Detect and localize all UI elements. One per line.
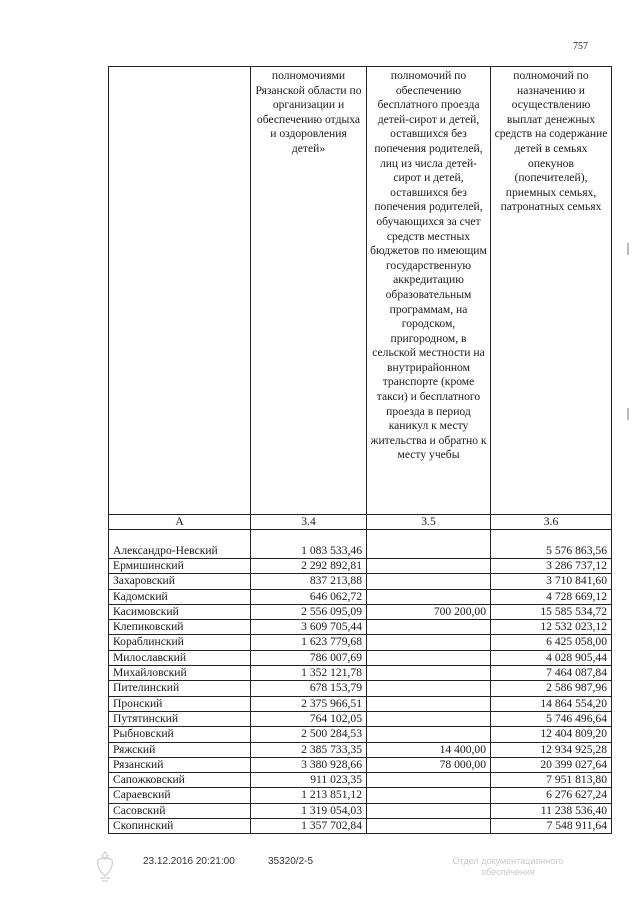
district-name: Захаровский	[109, 574, 251, 589]
amount-3-4: 3 609 705,44	[251, 620, 367, 635]
amount-3-6: 12 934 925,28	[491, 742, 612, 757]
table-row	[109, 803, 612, 818]
district-name: Клепиковский	[109, 620, 251, 635]
amount-3-4: 1 357 702,84	[251, 819, 367, 834]
district-name: Кораблинский	[109, 635, 251, 650]
page-number: 757	[573, 41, 588, 52]
amount-3-4: 2 556 095,09	[251, 604, 367, 619]
column-index: 3.4	[251, 515, 367, 530]
amount-3-6: 11 238 536,40	[491, 803, 612, 818]
amount-3-6: 4 028 905,44	[491, 650, 612, 665]
amount-3-4: 1 623 779,68	[251, 635, 367, 650]
table-row	[109, 574, 612, 589]
amount-3-6: 7 464 087,84	[491, 666, 612, 681]
amount-3-6: 12 404 809,20	[491, 727, 612, 742]
district-name: Кадомский	[109, 589, 251, 604]
amount-3-5	[367, 574, 491, 589]
district-name: Скопинский	[109, 819, 251, 834]
amount-3-6: 14 864 554,20	[491, 696, 612, 711]
amount-3-5: 14 400,00	[367, 742, 491, 757]
footer-date: 23.12.2016 20:21:00	[143, 856, 235, 867]
district-name: Милославский	[109, 650, 251, 665]
amount-3-6: 6 425 058,00	[491, 635, 612, 650]
district-name: Ряжский	[109, 742, 251, 757]
amount-3-5	[367, 819, 491, 834]
table-row	[109, 757, 612, 772]
column-index: 3.6	[491, 515, 612, 530]
amount-3-5	[367, 650, 491, 665]
table-row	[109, 681, 612, 696]
table-row	[109, 727, 612, 742]
table-row	[109, 819, 612, 834]
amount-3-5	[367, 530, 491, 559]
amount-3-4: 1 352 121,78	[251, 666, 367, 681]
amount-3-6: 5 576 863,56	[491, 530, 612, 559]
amount-3-5: 700 200,00	[367, 604, 491, 619]
amount-3-5	[367, 559, 491, 574]
district-name: Касимовский	[109, 604, 251, 619]
district-name: Александро-Невский	[109, 530, 251, 559]
table-row	[109, 650, 612, 665]
footer-doc-id: 35320/2-5	[268, 856, 314, 867]
amount-3-6: 7 951 813,80	[491, 773, 612, 788]
amount-3-4: 1 213 851,12	[251, 788, 367, 803]
district-name: Рязанский	[109, 757, 251, 772]
district-name: Михайловский	[109, 666, 251, 681]
amount-3-5	[367, 803, 491, 818]
header-cell-3-5: полномочий по обеспечению бесплатного проезда детей-сирот и детей, оставшихся без попечения родителей, лиц из числа детей-сирот и детей, оставшихся без попечения родителей, обучающихся за счет средств местных бюджетов по имеющим государственную аккредитацию образовательным программам, на городском, пригородном, в сельской местности на внутрирайонном транспорте (кроме такси) и бесплатного проезда в период каникул к месту жительства и обратно к месту учебы	[367, 67, 491, 515]
header-cell-a	[109, 67, 251, 515]
amount-3-4: 2 292 892,81	[251, 559, 367, 574]
table-row	[109, 666, 612, 681]
header-cell-3-6: полномочий по назначению и осуществлению выплат денежных средств на содержание детей в семьях опекунов (попечителей), приемных семьях, патронатных семьях	[491, 67, 612, 515]
table-row	[109, 696, 612, 711]
table-row	[109, 635, 612, 650]
emblem-icon	[92, 850, 118, 884]
amount-3-6: 2 586 987,96	[491, 681, 612, 696]
column-index: А	[109, 515, 251, 530]
amount-3-6: 12 532 023,12	[491, 620, 612, 635]
amount-3-5	[367, 696, 491, 711]
amount-3-4: 837 213,88	[251, 574, 367, 589]
district-name: Сараевский	[109, 788, 251, 803]
amount-3-4: 646 062,72	[251, 589, 367, 604]
amount-3-6: 20 399 027,64	[491, 757, 612, 772]
amount-3-4: 3 380 928,66	[251, 757, 367, 772]
amount-3-5	[367, 711, 491, 726]
table-row	[109, 530, 612, 559]
amount-3-4: 911 023,35	[251, 773, 367, 788]
table-row	[109, 711, 612, 726]
amount-3-5	[367, 589, 491, 604]
amount-3-5	[367, 788, 491, 803]
amount-3-5	[367, 773, 491, 788]
district-name: Сасовский	[109, 803, 251, 818]
table-row	[109, 589, 612, 604]
amount-3-6: 15 585 534,72	[491, 604, 612, 619]
amount-3-6: 4 728 669,12	[491, 589, 612, 604]
table-row	[109, 620, 612, 635]
amount-3-4: 678 153,79	[251, 681, 367, 696]
budget-table	[108, 66, 612, 834]
amount-3-4: 786 007,69	[251, 650, 367, 665]
margin-mark	[627, 243, 629, 255]
table-header-row	[109, 67, 612, 515]
amount-3-5	[367, 681, 491, 696]
amount-3-6: 6 276 627,24	[491, 788, 612, 803]
amount-3-6: 3 286 737,12	[491, 559, 612, 574]
amount-3-5	[367, 727, 491, 742]
amount-3-5	[367, 635, 491, 650]
amount-3-6: 3 710 841,60	[491, 574, 612, 589]
district-name: Сапожковский	[109, 773, 251, 788]
table-row	[109, 559, 612, 574]
amount-3-4: 2 500 284,53	[251, 727, 367, 742]
amount-3-4: 2 375 966,51	[251, 696, 367, 711]
district-name: Путятинский	[109, 711, 251, 726]
district-name: Пронский	[109, 696, 251, 711]
district-name: Пителинский	[109, 681, 251, 696]
footer-stamp: Отдел документационного обеспечения	[452, 856, 564, 877]
header-cell-3-4: полномочиями Рязанской области по организации и обеспечению отдыха и оздоровления детей»	[251, 67, 367, 515]
table-row	[109, 742, 612, 757]
amount-3-4: 1 083 533,46	[251, 530, 367, 559]
margin-mark	[627, 408, 629, 420]
amount-3-5: 78 000,00	[367, 757, 491, 772]
amount-3-6: 7 548 911,64	[491, 819, 612, 834]
column-index: 3.5	[367, 515, 491, 530]
table-row	[109, 604, 612, 619]
amount-3-6: 5 746 496,64	[491, 711, 612, 726]
district-name: Рыбновский	[109, 727, 251, 742]
column-index-row	[109, 515, 612, 530]
amount-3-4: 2 385 733,35	[251, 742, 367, 757]
table-row	[109, 788, 612, 803]
amount-3-5	[367, 620, 491, 635]
amount-3-4: 764 102,05	[251, 711, 367, 726]
amount-3-5	[367, 666, 491, 681]
district-name: Ермишинский	[109, 559, 251, 574]
amount-3-4: 1 319 054,03	[251, 803, 367, 818]
table-row	[109, 773, 612, 788]
